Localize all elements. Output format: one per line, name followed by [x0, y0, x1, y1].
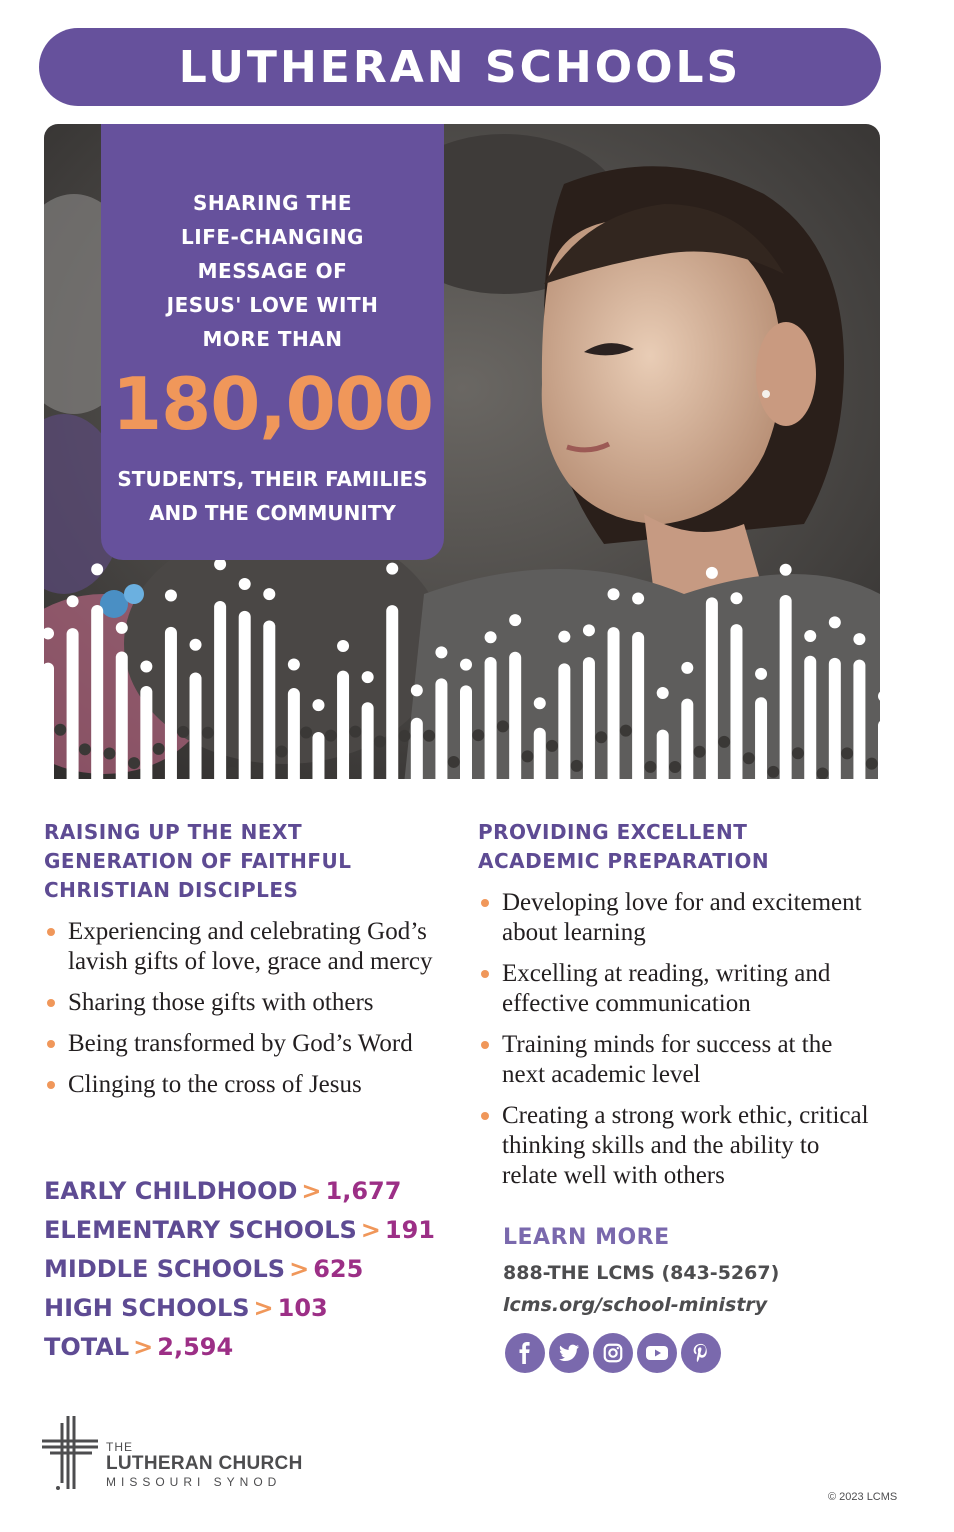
pattern-hole — [620, 725, 632, 737]
heading-line: RAISING UP THE NEXT — [44, 820, 303, 844]
pattern-bar — [239, 611, 251, 784]
pattern-bar — [263, 620, 275, 784]
title-banner — [39, 28, 881, 106]
pattern-dot — [44, 627, 54, 639]
pattern-bar — [558, 663, 570, 784]
pattern-dot — [485, 631, 497, 643]
pattern-dot — [681, 662, 693, 674]
chevron-right-icon: > — [253, 1294, 274, 1322]
pattern-dot — [140, 661, 152, 673]
pattern-dot — [730, 592, 742, 604]
pattern-hole — [497, 720, 509, 732]
pattern-hole — [423, 730, 435, 742]
stat-lead-text — [101, 186, 444, 356]
pattern-bar — [878, 719, 880, 784]
pattern-bar — [386, 605, 398, 784]
lcms-logo — [40, 1413, 320, 1493]
pattern-hole — [325, 730, 337, 742]
count-value: 625 — [313, 1255, 364, 1283]
pattern-hole — [817, 768, 829, 780]
lead-line: SHARING THE — [192, 191, 353, 215]
pattern-hole — [571, 760, 583, 772]
pattern-bar — [337, 671, 349, 784]
stat-tail-text — [101, 462, 444, 530]
pattern-dot — [190, 639, 202, 651]
pattern-bar — [534, 728, 546, 784]
stat-callout — [101, 124, 444, 560]
pattern-hole — [103, 747, 115, 759]
pattern-dot — [67, 595, 79, 607]
twitter-icon[interactable] — [549, 1333, 589, 1373]
pattern-bar — [44, 663, 54, 784]
pattern-hole — [841, 747, 853, 759]
count-label: ELEMENTARY SCHOOLS — [44, 1216, 357, 1244]
pattern-bar — [706, 597, 718, 784]
lead-line: MORE THAN — [202, 327, 343, 351]
pattern-dot — [583, 624, 595, 636]
pattern-bar — [288, 688, 300, 784]
pattern-dot — [558, 631, 570, 643]
pattern-dot — [116, 622, 128, 634]
right-bullet-list — [478, 888, 878, 1202]
count-value: 1,677 — [325, 1177, 402, 1205]
pattern-dot — [878, 690, 880, 702]
pattern-hole — [644, 761, 656, 773]
pattern-hole — [153, 743, 165, 755]
count-label: MIDDLE SCHOOLS — [44, 1255, 286, 1283]
count-label: HIGH SCHOOLS — [44, 1294, 250, 1322]
pattern-dot — [337, 640, 349, 652]
pattern-dot — [632, 593, 644, 605]
pattern-bar — [116, 652, 128, 784]
pattern-hole — [54, 724, 66, 736]
lead-line: LIFE-CHANGING — [181, 225, 364, 249]
school-counts — [44, 1172, 435, 1367]
pattern-dot — [829, 616, 841, 628]
pattern-dot — [706, 567, 718, 579]
pattern-bar — [67, 628, 79, 784]
chevron-right-icon: > — [289, 1255, 310, 1283]
pattern-dot — [657, 687, 669, 699]
pattern-bar — [780, 595, 792, 784]
pattern-bar — [91, 605, 103, 784]
pattern-hole — [669, 761, 681, 773]
pattern-hole — [128, 757, 140, 769]
pattern-bar — [657, 730, 669, 784]
logo-text — [106, 1441, 303, 1489]
pattern-hole — [521, 750, 533, 762]
pattern-bar — [804, 656, 816, 784]
youtube-icon[interactable] — [637, 1333, 677, 1373]
pattern-bar — [362, 702, 374, 784]
list-item: Excelling at reading, writing and effective communication — [478, 959, 878, 1019]
list-item: Being transformed by God’s Word — [44, 1029, 464, 1059]
cross-icon — [40, 1413, 102, 1493]
pattern-hole — [472, 729, 484, 741]
pattern-bar — [608, 627, 620, 784]
pattern-bar — [312, 732, 324, 784]
pattern-dot — [239, 578, 251, 590]
learn-more-heading: LEARN MORE — [503, 1225, 670, 1250]
chevron-right-icon: > — [360, 1216, 381, 1244]
pattern-hole — [399, 730, 411, 742]
list-item: Experiencing and celebrating God’s lavish gifts of love, grace and mercy — [44, 917, 464, 977]
pattern-bar — [755, 697, 767, 784]
website-link[interactable]: lcms.org/school-ministry — [503, 1294, 768, 1316]
pattern-bar — [681, 699, 693, 784]
page-title: LUTHERAN SCHOOLS — [178, 41, 742, 93]
left-heading — [44, 818, 352, 905]
pattern-hole — [251, 766, 263, 778]
pattern-hole — [276, 746, 288, 758]
count-label: EARLY CHILDHOOD — [44, 1177, 298, 1205]
logo-line: THE — [106, 1440, 133, 1454]
pattern-bar — [165, 627, 177, 784]
pattern-bar — [829, 658, 841, 784]
pattern-hole — [202, 727, 214, 739]
pattern-bar — [140, 686, 152, 784]
pattern-hole — [177, 726, 189, 738]
list-item: Developing love for and excitement about learning — [478, 888, 878, 948]
facebook-icon[interactable] — [505, 1333, 545, 1373]
pattern-bar — [583, 657, 595, 784]
chevron-right-icon: > — [133, 1333, 154, 1361]
social-links — [505, 1333, 721, 1373]
heading-line: GENERATION OF FAITHFUL — [44, 849, 352, 873]
pattern-hole — [767, 766, 779, 778]
pattern-dot — [534, 697, 546, 709]
pattern-hole — [595, 731, 607, 743]
pinterest-icon[interactable] — [681, 1333, 721, 1373]
logo-line: LUTHERAN CHURCH — [106, 1453, 303, 1474]
heading-line: PROVIDING EXCELLENT — [478, 820, 748, 844]
stat-number: 180,000 — [112, 362, 433, 446]
count-row-high — [44, 1289, 435, 1328]
pattern-bar — [411, 718, 423, 784]
count-value: 191 — [384, 1216, 436, 1244]
pattern-hole — [448, 756, 460, 768]
pattern-hole — [694, 746, 706, 758]
list-item: Clinging to the cross of Jesus — [44, 1070, 464, 1100]
pattern-hole — [546, 740, 558, 752]
instagram-icon[interactable] — [593, 1333, 633, 1373]
pattern-dot — [362, 671, 374, 683]
count-label: TOTAL — [44, 1333, 130, 1361]
right-heading — [478, 818, 769, 876]
count-value: 103 — [277, 1294, 328, 1322]
pattern-hole — [792, 747, 804, 759]
list-item: Training minds for success at the next academic level — [478, 1030, 878, 1090]
chevron-right-icon: > — [301, 1177, 322, 1205]
count-row-elementary — [44, 1211, 435, 1250]
pattern-hole — [300, 727, 312, 739]
pattern-hole — [79, 743, 91, 755]
pattern-dot — [755, 668, 767, 680]
count-row-middle — [44, 1250, 435, 1289]
pattern-bar — [632, 632, 644, 784]
pattern-bar — [509, 652, 521, 784]
pattern-dot — [460, 659, 472, 671]
pattern-hole — [718, 736, 730, 748]
pattern-dot — [804, 630, 816, 642]
pattern-dot — [780, 564, 792, 576]
pattern-hole — [866, 758, 878, 770]
copyright: © 2023 LCMS — [828, 1491, 898, 1503]
pattern-base — [44, 779, 880, 784]
pattern-dot — [312, 699, 324, 711]
pattern-bar — [190, 672, 202, 784]
pattern-dot — [411, 684, 423, 696]
pattern-hole — [374, 736, 386, 748]
pattern-hole — [743, 752, 755, 764]
pattern-hole — [349, 726, 361, 738]
pattern-dot — [435, 646, 447, 658]
pattern-dot — [165, 589, 177, 601]
pattern-dot — [386, 563, 398, 575]
pattern-dot — [214, 558, 226, 570]
lead-line: MESSAGE OF — [197, 259, 348, 283]
list-item: Creating a strong work ethic, critical thinking skills and the ability to relate well with others — [478, 1101, 878, 1191]
count-row-early-childhood — [44, 1172, 435, 1211]
tail-line: AND THE COMMUNITY — [149, 501, 396, 525]
pattern-dot — [91, 563, 103, 575]
pattern-dot — [288, 658, 300, 670]
pattern-bar — [730, 624, 742, 784]
phone-number[interactable]: 888-THE LCMS (843-5267) — [503, 1262, 780, 1284]
logo-line: MISSOURI SYNOD — [106, 1475, 282, 1489]
pattern-bar — [460, 685, 472, 784]
left-bullet-list — [44, 917, 464, 1111]
pattern-bar — [853, 660, 865, 784]
heading-line: CHRISTIAN DISCIPLES — [44, 878, 299, 902]
pattern-dot — [608, 588, 620, 600]
pattern-dot — [263, 588, 275, 600]
heading-line: ACADEMIC PREPARATION — [478, 849, 770, 873]
pattern-bar — [485, 657, 497, 784]
pattern-bar — [435, 678, 447, 784]
lead-line: JESUS' LOVE WITH — [166, 293, 379, 317]
list-item: Sharing those gifts with others — [44, 988, 464, 1018]
pattern-dot — [853, 633, 865, 645]
pattern-bar — [214, 601, 226, 784]
pattern-dot — [509, 614, 521, 626]
count-value: 2,594 — [157, 1333, 234, 1361]
learn-more-block — [503, 1225, 779, 1316]
count-row-total — [44, 1328, 435, 1367]
pattern-hole — [226, 766, 238, 778]
tail-line: STUDENTS, THEIR FAMILIES — [117, 467, 428, 491]
